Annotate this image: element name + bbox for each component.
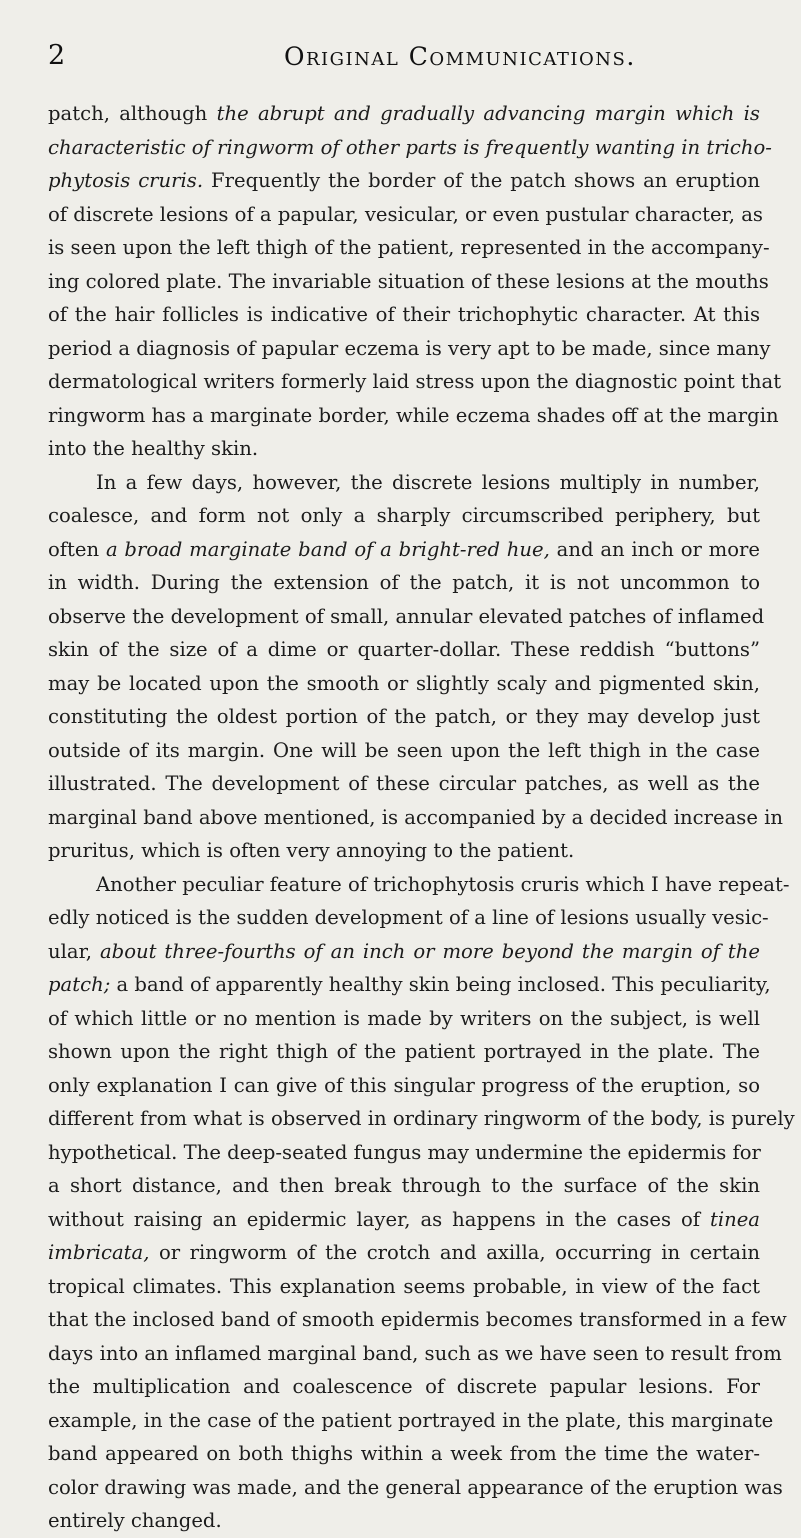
text-line: entirely changed. — [48, 1509, 222, 1532]
text-line: example, in the case of the patient portrayed in the plate, this marginate — [48, 1408, 774, 1432]
text-line: that the inclosed band of smooth epidermis becomes transformed in a few — [48, 1308, 787, 1331]
text-line: hypothetical. The deep-seated fungus may undermine the epidermis for — [48, 1140, 761, 1164]
text-line: often a broad marginate band of a bright-red hue, and an inch or more — [48, 537, 760, 561]
text-line: ringworm has a marginate border, while eczema shades off at the margin — [48, 403, 779, 427]
italic-phrase: phytosis cruris. — [48, 169, 204, 192]
italic-phrase: characteristic of ringworm of other parts is frequently wanting in tricho- — [48, 135, 772, 159]
text-line: color drawing was made, and the general appearance of the eruption was — [48, 1475, 783, 1499]
italic-phrase: imbricata, — [48, 1241, 150, 1264]
text-line: patch, although the abrupt and gradually advancing margin which is — [48, 102, 760, 125]
text-line: may be located upon the smooth or slightly scaly and pigmented skin, — [48, 671, 760, 695]
text-line: edly noticed is the sudden development of a line of lesions usually vesic- — [48, 906, 769, 929]
text-line — [48, 131, 772, 165]
text-line: marginal band above mentioned, is accompanied by a decided increase in — [48, 805, 784, 829]
text-line: without raising an epidermic layer, as happens in the cases of tinea — [48, 1207, 760, 1231]
text-line: constituting the oldest portion of the patch, or they may develop just — [48, 705, 760, 728]
italic-phrase: tinea — [709, 1207, 760, 1231]
text-line: phytosis cruris. Frequently the border of the patch shows an eruption — [48, 169, 760, 192]
text-line: into the healthy skin. — [48, 437, 259, 460]
text-line: skin of the size of a dime or quarter-dollar. These reddish “buttons” — [48, 638, 760, 661]
text-line: only explanation I can give of this singular progress of the eruption, so — [48, 1073, 760, 1097]
italic-phrase: about three-fourths of an inch or more beyond the margin of the — [99, 939, 760, 963]
text-line: patch; a band of apparently healthy skin being inclosed. This peculiarity, — [48, 973, 771, 996]
text-line: the multiplication and coalescence of discrete papular lesions. For — [48, 1375, 760, 1398]
text-line: outside of its margin. One will be seen upon the left thigh in the case — [48, 738, 760, 762]
text-line: ular, about three-fourths of an inch or more beyond the margin of the — [48, 939, 760, 963]
text-line: in width. During the extension of the patch, it is not uncommon to — [48, 571, 760, 594]
text-line: Another peculiar feature of trichophytosis cruris which I have repeat- — [96, 872, 790, 896]
text-line: of the hair follicles is indicative of their trichophytic character. At this — [48, 303, 760, 326]
text-line: pruritus, which is often very annoying to the patient. — [48, 839, 575, 862]
italic-phrase: the abrupt and gradually advancing margin which is — [216, 102, 760, 125]
text-line: illustrated. The development of these circular patches, as well as the — [48, 772, 760, 795]
body-text — [48, 97, 795, 1538]
text-line: ing colored plate. The invariable situation of these lesions at the mouths — [48, 269, 769, 293]
text-line: tropical climates. This explanation seems probable, in view of the fact — [48, 1274, 760, 1298]
running-head — [284, 41, 636, 73]
text-line: days into an inflamed marginal band, such as we have seen to result from — [48, 1341, 782, 1365]
text-line: of discrete lesions of a papular, vesicular, or even pustular character, as — [48, 202, 763, 226]
text-line: In a few days, however, the discrete lesions multiply in number, — [96, 470, 760, 494]
page-number: 2 — [48, 40, 66, 71]
text-line: coalesce, and form not only a sharply circumscribed periphery, but — [48, 504, 760, 527]
text-line: imbricata, or ringworm of the crotch and axilla, occurring in certain — [48, 1241, 760, 1264]
text-line: dermatological writers formerly laid stress upon the diagnostic point that — [48, 370, 782, 393]
text-line: of which little or no mention is made by writers on the subject, is well — [48, 1006, 760, 1030]
running-head-text: Original Communications. — [284, 42, 636, 71]
text-line: a short distance, and then break through to the surface of the skin — [48, 1174, 760, 1197]
italic-phrase: a broad marginate band of a bright-red hue, — [105, 537, 550, 561]
text-line: band appeared on both thighs within a week from the time the water- — [48, 1442, 760, 1465]
text-line: is seen upon the left thigh of the patient, represented in the accompany- — [48, 236, 770, 259]
italic-phrase: patch; — [48, 973, 111, 996]
text-line: observe the development of small, annular elevated patches of inflamed — [48, 604, 765, 628]
text-line: different from what is observed in ordinary ringworm of the body, is purely — [48, 1107, 795, 1130]
text-line: shown upon the right thigh of the patient portrayed in the plate. The — [48, 1040, 760, 1063]
text-line: period a diagnosis of papular eczema is very apt to be made, since many — [48, 336, 771, 360]
